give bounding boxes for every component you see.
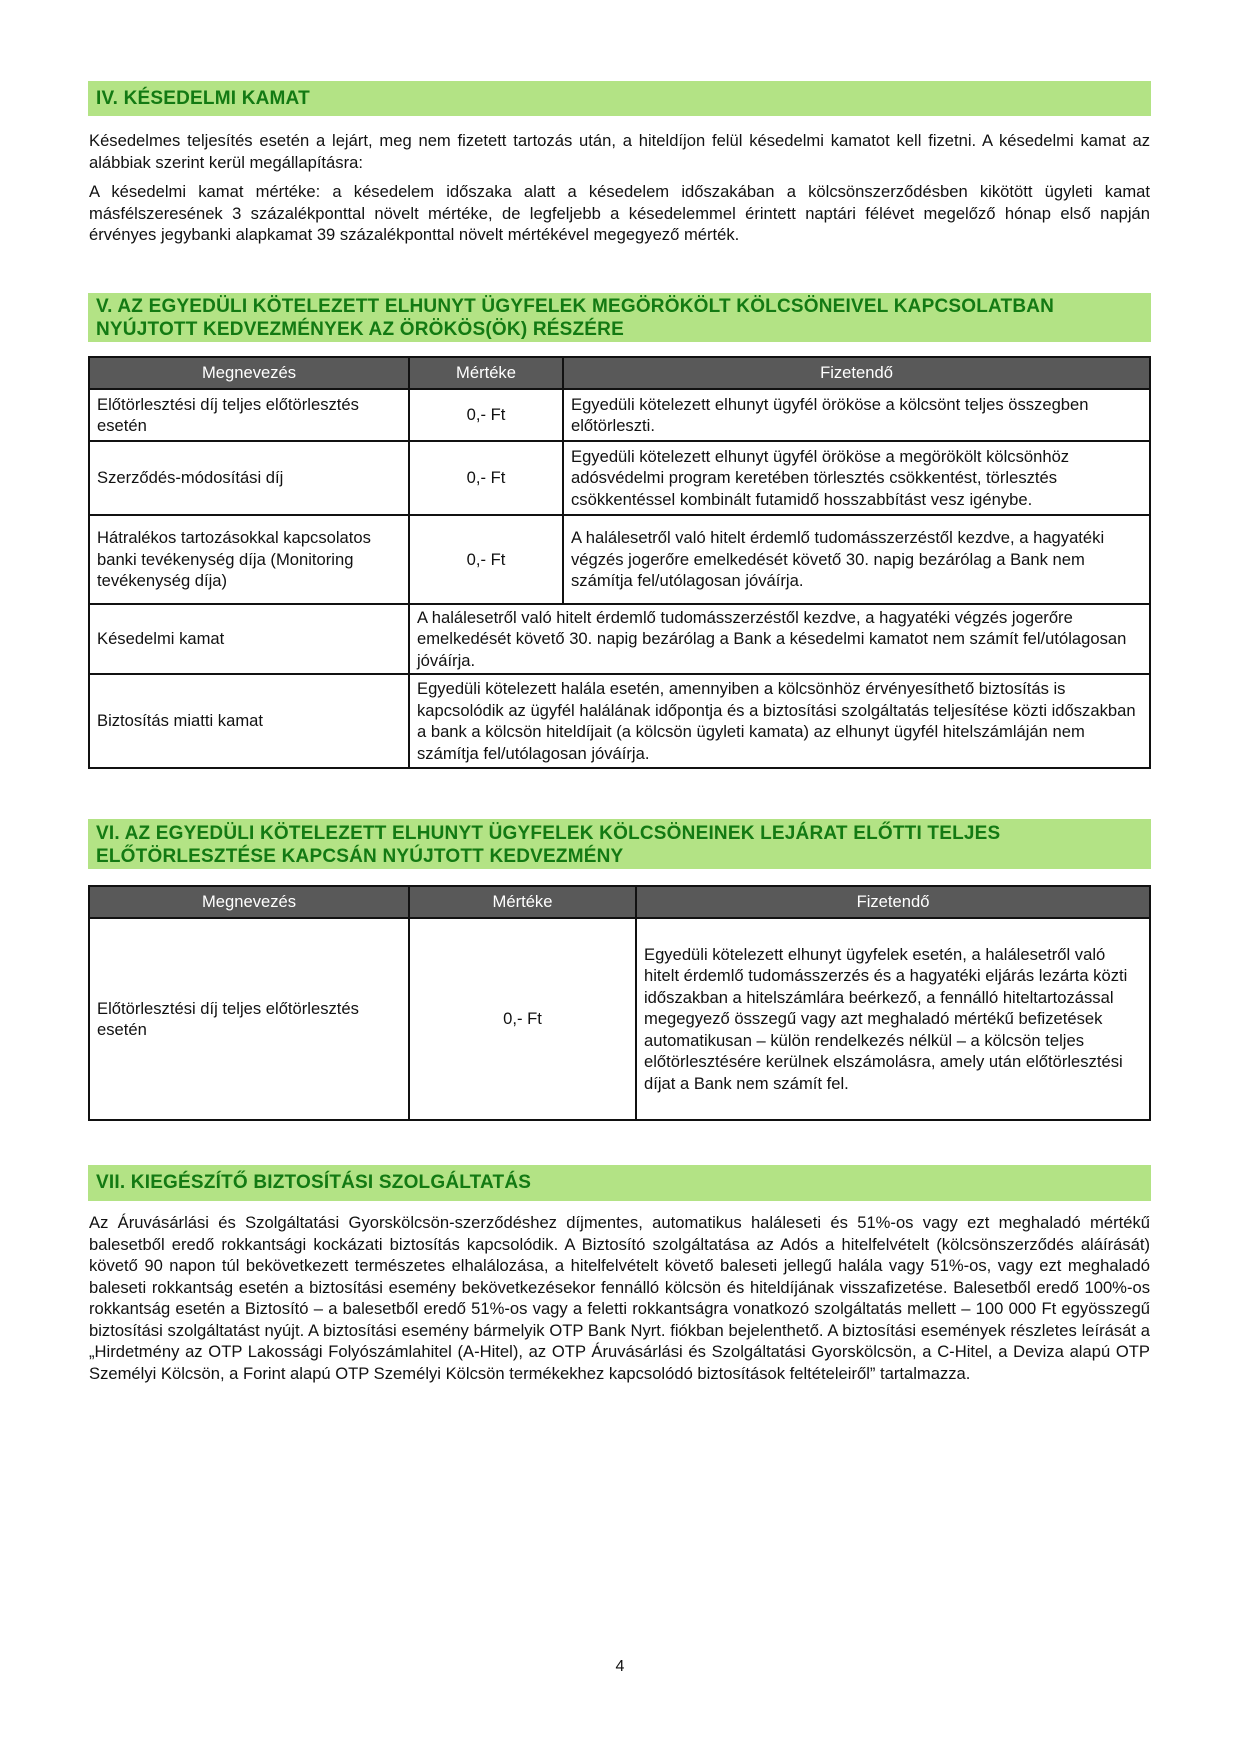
section-vii-title: VII. KIEGÉSZÍTŐ BIZTOSÍTÁSI SZOLGÁLTATÁS [96, 1172, 532, 1193]
cell-merged-description: Egyedüli kötelezett halála esetén, amennyiben a kölcsönhöz érvényesíthető biztosítás is kapcsolódik az ügyfél halálának időpontja és a biztosítási szolgáltatás teljesítése közti időszakban a bank a kölcsön hiteldíjait (a kölcsön ügyleti kamata) az elhunyt ügyfél hitelszámláján nem számítja fel/utólagosan jóváírja. [409, 674, 1150, 768]
page-number: 4 [615, 1658, 625, 1675]
section-vi-title-line-1: VI. AZ EGYEDÜLI KÖTELEZETT ELHUNYT ÜGYFELEK KÖLCSÖNEINEK LEJÁRAT ELŐTTI TELJES [96, 823, 1001, 844]
table-header-row [89, 357, 1150, 389]
section-v-title-line-2: NYÚJTOTT KEDVEZMÉNYEK AZ ÖRÖKÖS(ÖK) RÉSZÉRE [96, 319, 624, 340]
section-vi-header [88, 819, 1151, 869]
section-iv-paragraph-2: A késedelmi kamat mértéke: a késedelem időszaka alatt a késedelem időszakában a kölcsönszerződésben kikötött ügyleti kamat másfélszeresének 3 százalékponttal növelt mértéke, de legfeljebb a késedelemmel érintett naptári félévet megelőző hónap első napján érvényes jegybanki alapkamat 39 százalékponttal növelt mértékével megegyező mérték. [89, 182, 1150, 244]
column-header-rate: Mértéke [409, 886, 636, 918]
section-iv-paragraph-1: Késedelmes teljesítés esetén a lejárt, meg nem fizetett tartozás után, a hiteldíjon felül késedelmi kamatot kell fizetni. A késedelmi kamat az alábbiak szerint kerül megállapításra: [89, 131, 1150, 172]
cell-rate: 0,- Ft [409, 441, 563, 515]
cell-name: Késedelmi kamat [89, 604, 409, 674]
section-vii-header [88, 1165, 1151, 1201]
table-row [89, 441, 1150, 515]
cell-payable: Egyedüli kötelezett elhunyt ügyfelek esetén, a halálesetről való hitelt érdemlő tudomásszerzés és a hagyatéki eljárás lezárta közti időszakban a hitelszámlára beérkező, a fennálló hiteltartozással megegyező összegű vagy azt meghaladó mértékű befizetések automatikusan – külön rendelkezés nélkül – a kölcsön teljes előtörlesztésére kerülnek elszámolásra, amely után előtörlesztési díjat a Bank nem számít fel. [636, 918, 1150, 1120]
column-header-payable: Fizetendő [563, 357, 1150, 389]
table-row [89, 674, 1150, 768]
cell-merged-description: A halálesetről való hitelt érdemlő tudomásszerzéstől kezdve, a hagyatéki végzés jogerőre emelkedését követő 30. napig bezárólag a Bank a késedelmi kamatot nem számít fel/utólagosan jóváírja. [409, 604, 1150, 674]
column-header-rate: Mértéke [409, 357, 563, 389]
table-row [89, 389, 1150, 441]
table-row [89, 515, 1150, 604]
section-v-title-line-1: V. AZ EGYEDÜLI KÖTELEZETT ELHUNYT ÜGYFELEK MEGÖRÖKÖLT KÖLCSÖNEIVEL KAPCSOLATBAN [96, 296, 1055, 317]
table-header-row [89, 886, 1150, 918]
column-header-name: Megnevezés [89, 886, 409, 918]
cell-name: Előtörlesztési díj teljes előtörlesztés esetén [89, 389, 409, 441]
column-header-name: Megnevezés [89, 357, 409, 389]
cell-name: Szerződés-módosítási díj [89, 441, 409, 515]
cell-rate: 0,- Ft [409, 389, 563, 441]
section-v-header [88, 293, 1151, 342]
section-vi-title-line-2: ELŐTÖRLESZTÉSE KAPCSÁN NYÚJTOTT KEDVEZMÉNY [96, 846, 624, 867]
cell-rate: 0,- Ft [409, 918, 636, 1120]
cell-payable: Egyedüli kötelezett elhunyt ügyfél örököse a kölcsönt teljes összegben előtörleszti. [563, 389, 1150, 441]
cell-payable: Egyedüli kötelezett elhunyt ügyfél örököse a megörökölt kölcsönhöz adósvédelmi program keretében törlesztés csökkentést, törlesztés csökkentéssel kombinált futamidő hosszabbítást vesz igénybe. [563, 441, 1150, 515]
cell-payable: A halálesetről való hitelt érdemlő tudomásszerzéstől kezdve, a hagyatéki végzés jogerőre emelkedését követő 30. napig bezárólag a Bank nem számítja fel/utólagosan jóváírja. [563, 515, 1150, 604]
column-header-payable: Fizetendő [636, 886, 1150, 918]
table-row [89, 604, 1150, 674]
section-iv-title: IV. KÉSEDELMI KAMAT [96, 88, 310, 109]
cell-name: Előtörlesztési díj teljes előtörlesztés esetén [89, 918, 409, 1120]
section-vi-table [88, 885, 1151, 1121]
cell-rate: 0,- Ft [409, 515, 563, 604]
section-v-table [88, 356, 1151, 769]
table-row [89, 918, 1150, 1120]
cell-name: Hátralékos tartozásokkal kapcsolatos banki tevékenység díja (Monitoring tevékenység díja) [89, 515, 409, 604]
cell-name: Biztosítás miatti kamat [89, 674, 409, 768]
section-iv-header [88, 81, 1151, 116]
section-vii-paragraph: Az Áruvásárlási és Szolgáltatási Gyorskölcsön-szerződéshez díjmentes, automatikus haláleseti és 51%-os vagy ezt meghaladó mértékű balesetből eredő rokkantsági kockázati biztosítás kapcsolódik. A Biztosító szolgáltatása az Adós a hitelfelvételt (kölcsönszerződés aláírását) követő 90 napon túl bekövetkezett természetes elhalálozása, a hitelfelvételt követő baleseti jellegű halála vagy 51%-os, vagy ezt meghaladó baleseti rokkantság esetén a biztosítási esemény bekövetkezésekor fennálló kölcsön és hiteldíjának visszafizetése. Balesetből eredő 100%-os rokkantság esetén a Biztosító – a balesetből eredő 51%-os vagy a feletti rokkantságra vonatkozó szolgáltatás mellett – 100 000 Ft egyösszegű biztosítási szolgáltatást nyújt. A biztosítási esemény bármelyik OTP Bank Nyrt. fiókban bejelenthető. A biztosítási események részletes leírását a „Hirdetmény az OTP Lakossági Folyószámlahitel (A-Hitel), az OTP Áruvásárlási és Szolgáltatási Gyorskölcsön, a C-Hitel, a Deviza alapú OTP Személyi Kölcsön, a Forint alapú OTP Személyi Kölcsön termékekhez kapcsolódó biztosítások feltételeiről” tartalmazza. [89, 1213, 1150, 1383]
